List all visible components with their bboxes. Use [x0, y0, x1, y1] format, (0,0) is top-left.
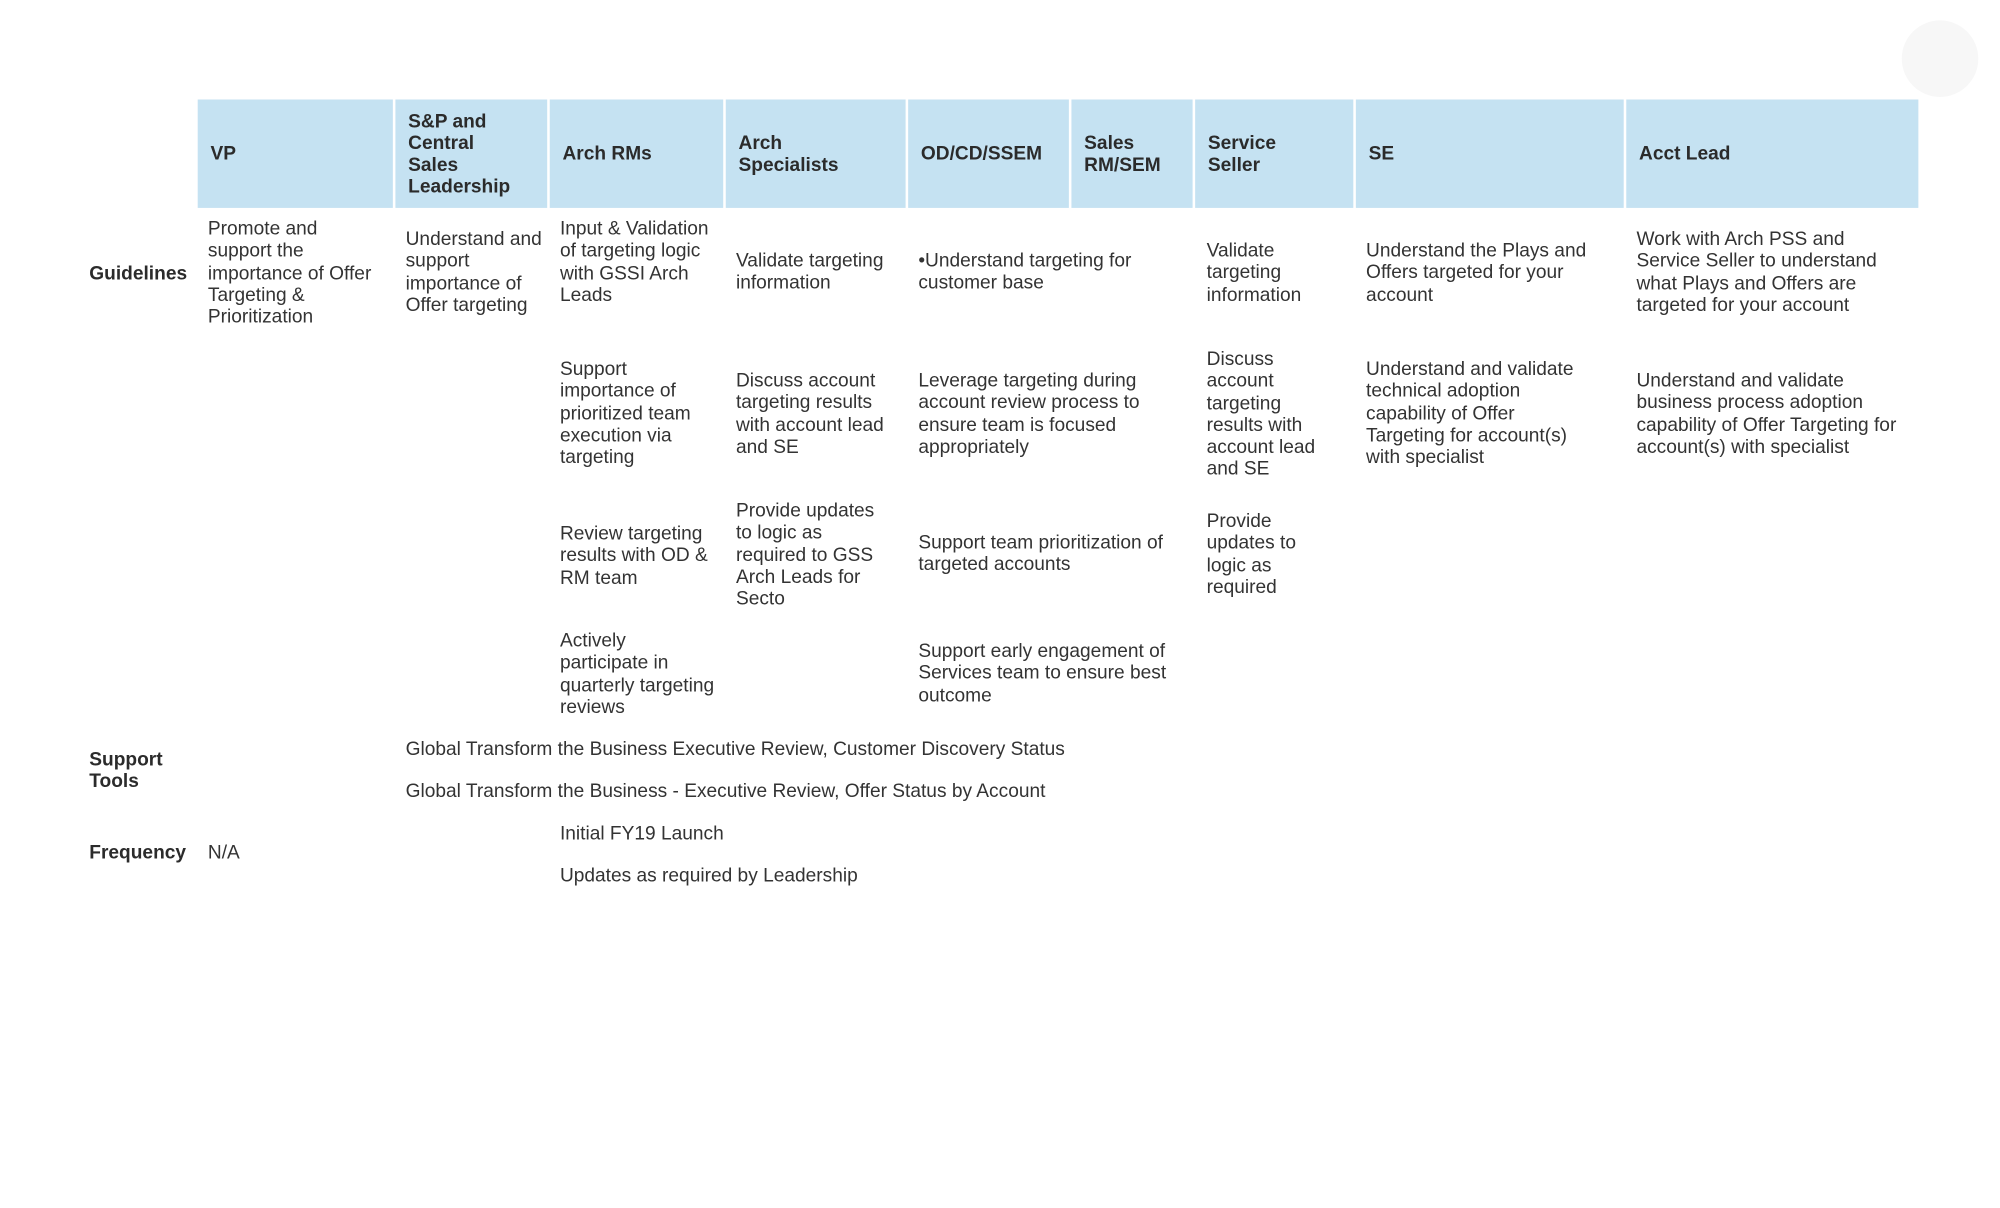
header-se [1356, 99, 1624, 207]
guideline-arch-rms-1: Input & Validation of targeting logic with GSSI Arch Leads [559, 218, 709, 306]
guideline-acct-lead-2: Understand and validate business process adoption capability of Offer Targeting for account(s) with specialist [1636, 369, 1897, 458]
header-arch-rms [550, 99, 723, 207]
frequency-item-2: Updates as required by Leadership [559, 864, 858, 887]
guideline-sp-central-1: Understand and support importance of Offer targeting [405, 228, 542, 317]
header-od-cd-ssem [908, 99, 1069, 207]
header-acct-lead-label: Acct Lead [1639, 142, 1731, 165]
header-arch-specialists-label: Arch Specialists [738, 132, 839, 176]
guideline-service-seller-2: Discuss account targeting results with account lead and SE [1206, 348, 1316, 481]
header-sales-rm-sem [1071, 99, 1192, 207]
guideline-arch-rms-3: Review targeting results with OD & RM team [559, 522, 708, 589]
guideline-service-seller-1: Validate targeting information [1206, 239, 1302, 306]
corner-circle-icon [1902, 20, 1979, 97]
header-sales-rm-sem-label: Sales RM/SEM [1084, 132, 1161, 176]
guideline-od-cd-ssem-2: Leverage targeting during account review process to ensure team is focused appropriately [918, 369, 1140, 458]
header-service-seller-label: Service Seller [1207, 132, 1276, 176]
support-tool-2: Global Transform the Business - Executive Review, Offer Status by Account [405, 780, 1046, 803]
guideline-od-cd-ssem-3: Support team prioritization of targeted accounts [918, 531, 1163, 576]
guideline-arch-specialists-3: Provide updates to logic as required to GSS Arch Leads for Secto [735, 499, 875, 610]
header-arch-rms-label: Arch RMs [562, 142, 652, 165]
header-arch-specialists [726, 99, 906, 207]
header-sp-central [395, 99, 547, 207]
header-vp [198, 99, 393, 207]
header-service-seller [1195, 99, 1353, 207]
row-label-support-tools: Support Tools [89, 748, 163, 793]
frequency-item-1: Initial FY19 Launch [559, 822, 724, 845]
frequency-vp: N/A [207, 841, 240, 864]
guideline-arch-specialists-2: Discuss account targeting results with account lead and SE [735, 369, 884, 458]
support-tool-1: Global Transform the Business Executive Review, Customer Discovery Status [405, 738, 1065, 761]
row-label-frequency: Frequency [89, 841, 187, 864]
guideline-od-cd-ssem-1: •Understand targeting for customer base [918, 249, 1132, 294]
guideline-se-1: Understand the Plays and Offers targeted for your account [1366, 239, 1587, 306]
guideline-vp-1: Promote and support the importance of Offer Targeting & Prioritization [207, 218, 372, 329]
header-se-label: SE [1368, 142, 1395, 165]
guideline-arch-rms-4: Actively participate in quarterly targeting reviews [559, 630, 715, 718]
header-od-cd-ssem-label: OD/CD/SSEM [920, 142, 1043, 165]
guideline-service-seller-3: Provide updates to logic as required [1206, 510, 1296, 599]
guideline-arch-rms-2: Support importance of prioritized team execution via targeting [559, 358, 691, 469]
guideline-arch-specialists-1: Validate targeting information [735, 249, 884, 294]
header-sp-central-label: S&P and Central Sales Leadership [408, 110, 511, 198]
row-label-guidelines: Guidelines [89, 262, 188, 285]
guideline-acct-lead-1: Work with Arch PSS and Service Seller to understand what Plays and Offers are targeted for your account [1636, 228, 1877, 317]
guideline-se-2: Understand and validate technical adoption capability of Offer Targeting for account(s) with specialist [1366, 358, 1574, 469]
guideline-od-cd-ssem-4: Support early engagement of Services team to ensure best outcome [918, 640, 1167, 707]
header-acct-lead [1626, 99, 1918, 207]
header-vp-label: VP [210, 142, 236, 165]
